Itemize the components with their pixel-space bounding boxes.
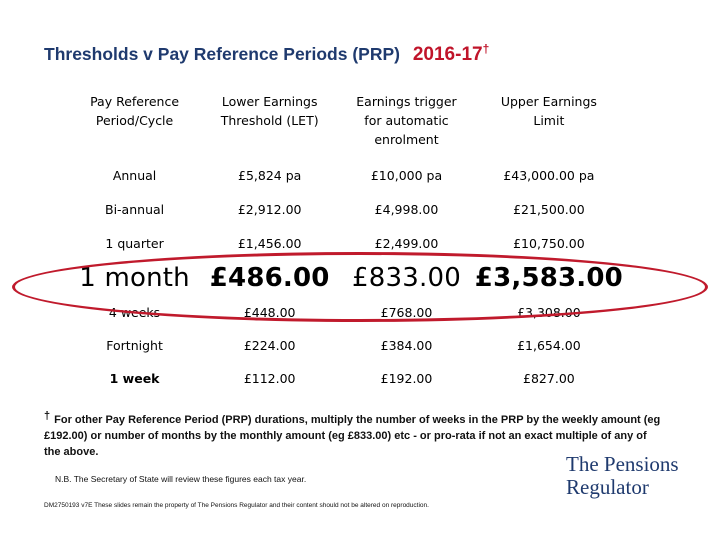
table-row [68, 296, 623, 329]
table-row [68, 329, 623, 362]
row-4weeks-let: £448.00 [243, 305, 296, 320]
header-prp: Pay Reference Period/Cycle [90, 94, 180, 128]
row-4weeks-label: 4 weeks [108, 305, 161, 320]
table-row-highlighted [68, 260, 623, 296]
table-row [68, 226, 623, 260]
pensions-regulator-logo [566, 453, 679, 499]
row-annual-let: £5,824 pa [238, 167, 302, 183]
header-uel: Upper Earnings Limit [500, 94, 597, 128]
document-reference: DM2750193 v7E These slides remain the property of The Pensions Regulator and their content should not be altered on reproduction. [44, 502, 429, 509]
header-let: Lower Earnings Threshold (LET) [220, 94, 319, 128]
row-biannual-uel: £21,500.00 [513, 201, 585, 217]
footnote-dagger: † [44, 410, 51, 422]
row-month-label: 1 month [79, 263, 190, 293]
row-fortnight-trigger: £384.00 [380, 338, 433, 353]
row-4weeks-uel: £3,308.00 [517, 305, 581, 320]
row-month-let: £486.00 [209, 263, 330, 293]
row-annual-uel: £43,000.00 pa [503, 167, 595, 183]
row-annual-label: Annual [112, 167, 157, 183]
row-quarter-trigger: £2,499.00 [374, 235, 439, 251]
row-week-let: £112.00 [243, 371, 296, 386]
row-quarter-uel: £10,750.00 [513, 235, 585, 251]
table-row [68, 362, 623, 395]
nb-note: N.B. The Secretary of State will review these figures each tax year. [55, 474, 307, 484]
thresholds-table [68, 86, 623, 395]
footnote-text: For other Pay Reference Period (PRP) durations, multiply the number of weeks in the PRP by the weekly amount (eg £192.00) or number of months by the monthly amount (eg £833.00) etc - or pro-rata if not an exact multiple of any of the above. [44, 414, 661, 458]
row-month-uel: £3,583.00 [474, 263, 623, 293]
row-fortnight-uel: £1,654.00 [517, 338, 581, 353]
row-biannual-label: Bi-annual [105, 201, 165, 217]
table-row [68, 192, 623, 226]
row-biannual-trigger: £4,998.00 [374, 201, 439, 217]
row-fortnight-label: Fortnight [106, 338, 163, 353]
table-header-row [68, 86, 623, 158]
row-quarter-let: £1,456.00 [237, 235, 302, 251]
logo-line-2: Regulator [566, 475, 649, 499]
row-week-trigger: £192.00 [380, 371, 433, 386]
row-annual-trigger: £10,000 pa [370, 167, 443, 183]
page-title [44, 42, 489, 66]
header-trigger: Earnings trigger for automatic enrolment [356, 94, 457, 147]
row-4weeks-trigger: £768.00 [380, 305, 433, 320]
row-fortnight-let: £224.00 [243, 338, 296, 353]
title-dagger: † [482, 42, 490, 56]
row-week-label: 1 week [109, 371, 160, 386]
row-month-trigger: £833.00 [352, 263, 461, 293]
row-biannual-let: £2,912.00 [237, 201, 302, 217]
row-week-uel: £827.00 [523, 371, 575, 386]
title-main: Thresholds v Pay Reference Periods (PRP) [44, 44, 400, 64]
table-row [68, 158, 623, 192]
title-year: 2016-17† [412, 42, 490, 65]
row-quarter-label: 1 quarter [105, 235, 164, 251]
logo-line-1: The Pensions [566, 452, 679, 476]
